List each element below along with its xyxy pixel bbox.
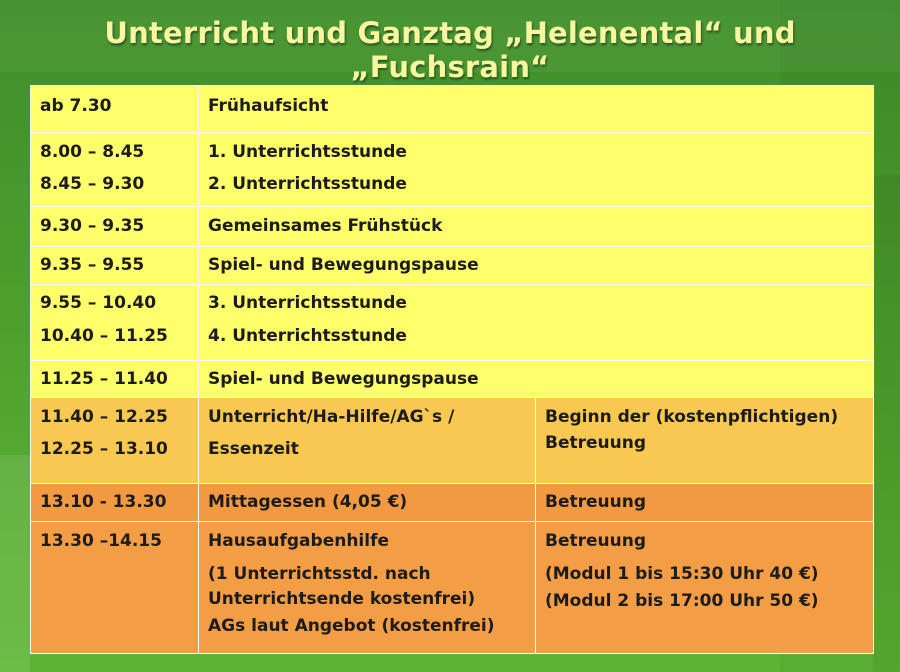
activity-cell <box>199 484 536 522</box>
activity-cell <box>199 247 874 285</box>
activity-label: Unterricht/Ha-Hilfe/AG`s / <box>208 407 455 427</box>
activity-cell <box>199 207 874 247</box>
activity-label: 2. Unterrichtsstunde <box>208 174 407 194</box>
activity-label: Mittagessen (4,05 €) <box>208 492 408 512</box>
activity-label: 1. Unterrichtsstunde <box>208 142 407 162</box>
activity-cell <box>199 133 874 207</box>
time-label: ab 7.30 <box>40 96 112 116</box>
activity-label: Essenzeit <box>208 439 299 459</box>
time-cell <box>31 86 199 133</box>
time-cell <box>31 133 199 207</box>
table-row <box>31 247 874 285</box>
activity-cell <box>199 285 874 361</box>
time-cell <box>31 484 199 522</box>
table-row <box>31 133 874 207</box>
care-cell <box>536 398 874 484</box>
care-cell <box>536 484 874 522</box>
time-cell <box>31 522 199 654</box>
time-cell <box>31 207 199 247</box>
care-label: Betreuung <box>545 433 647 453</box>
activity-label: Spiel- und Bewegungspause <box>208 369 479 389</box>
time-label: 9.30 – 9.35 <box>40 216 145 236</box>
time-label: 11.25 – 11.40 <box>40 369 168 389</box>
activity-label: AGs laut Angebot (kostenfrei) <box>208 616 495 636</box>
time-cell <box>31 398 199 484</box>
schedule-table <box>30 85 874 654</box>
table-row <box>31 285 874 361</box>
time-cell <box>31 361 199 398</box>
time-cell <box>31 285 199 361</box>
time-label: 8.00 – 8.45 <box>40 142 145 162</box>
background-band <box>873 175 900 672</box>
activity-label: (1 Unterrichtsstd. nach <box>208 564 431 584</box>
table-row <box>31 484 874 522</box>
time-label: 8.45 – 9.30 <box>40 174 145 194</box>
activity-cell <box>199 86 874 133</box>
activity-label: Spiel- und Bewegungspause <box>208 255 479 275</box>
page-title: Unterricht und Ganztag „Helenental“ und „Fuchsrain“ <box>104 16 796 84</box>
activity-label: 4. Unterrichtsstunde <box>208 326 407 346</box>
table-row <box>31 361 874 398</box>
care-label: Beginn der (kostenpflichtigen) <box>545 407 839 427</box>
time-label: 9.55 – 10.40 <box>40 293 157 313</box>
time-cell <box>31 247 199 285</box>
activity-cell <box>199 398 536 484</box>
activity-label: 3. Unterrichtsstunde <box>208 293 407 313</box>
table-row <box>31 86 874 133</box>
activity-cell <box>199 361 874 398</box>
care-label: Betreuung <box>545 531 647 551</box>
care-label: (Modul 1 bis 15:30 Uhr 40 €) <box>545 564 819 584</box>
time-label: 12.25 – 13.10 <box>40 439 168 459</box>
activity-label: Unterrichtsende kostenfrei) <box>208 589 476 609</box>
table-row <box>31 207 874 247</box>
time-label: 11.40 – 12.25 <box>40 407 168 427</box>
activity-label: Frühaufsicht <box>208 96 329 116</box>
care-label: (Modul 2 bis 17:00 Uhr 50 €) <box>545 591 819 611</box>
table-row <box>31 522 874 654</box>
table-row <box>31 398 874 484</box>
time-label: 13.10 - 13.30 <box>40 492 167 512</box>
activity-label: Gemeinsames Frühstück <box>208 216 443 236</box>
care-cell <box>536 522 874 654</box>
time-label: 13.30 –14.15 <box>40 531 162 551</box>
activity-label: Hausaufgabenhilfe <box>208 531 390 551</box>
time-label: 10.40 – 11.25 <box>40 326 168 346</box>
time-label: 9.35 – 9.55 <box>40 255 145 275</box>
activity-cell <box>199 522 536 654</box>
background-band <box>0 455 30 672</box>
care-label: Betreuung <box>545 492 647 512</box>
